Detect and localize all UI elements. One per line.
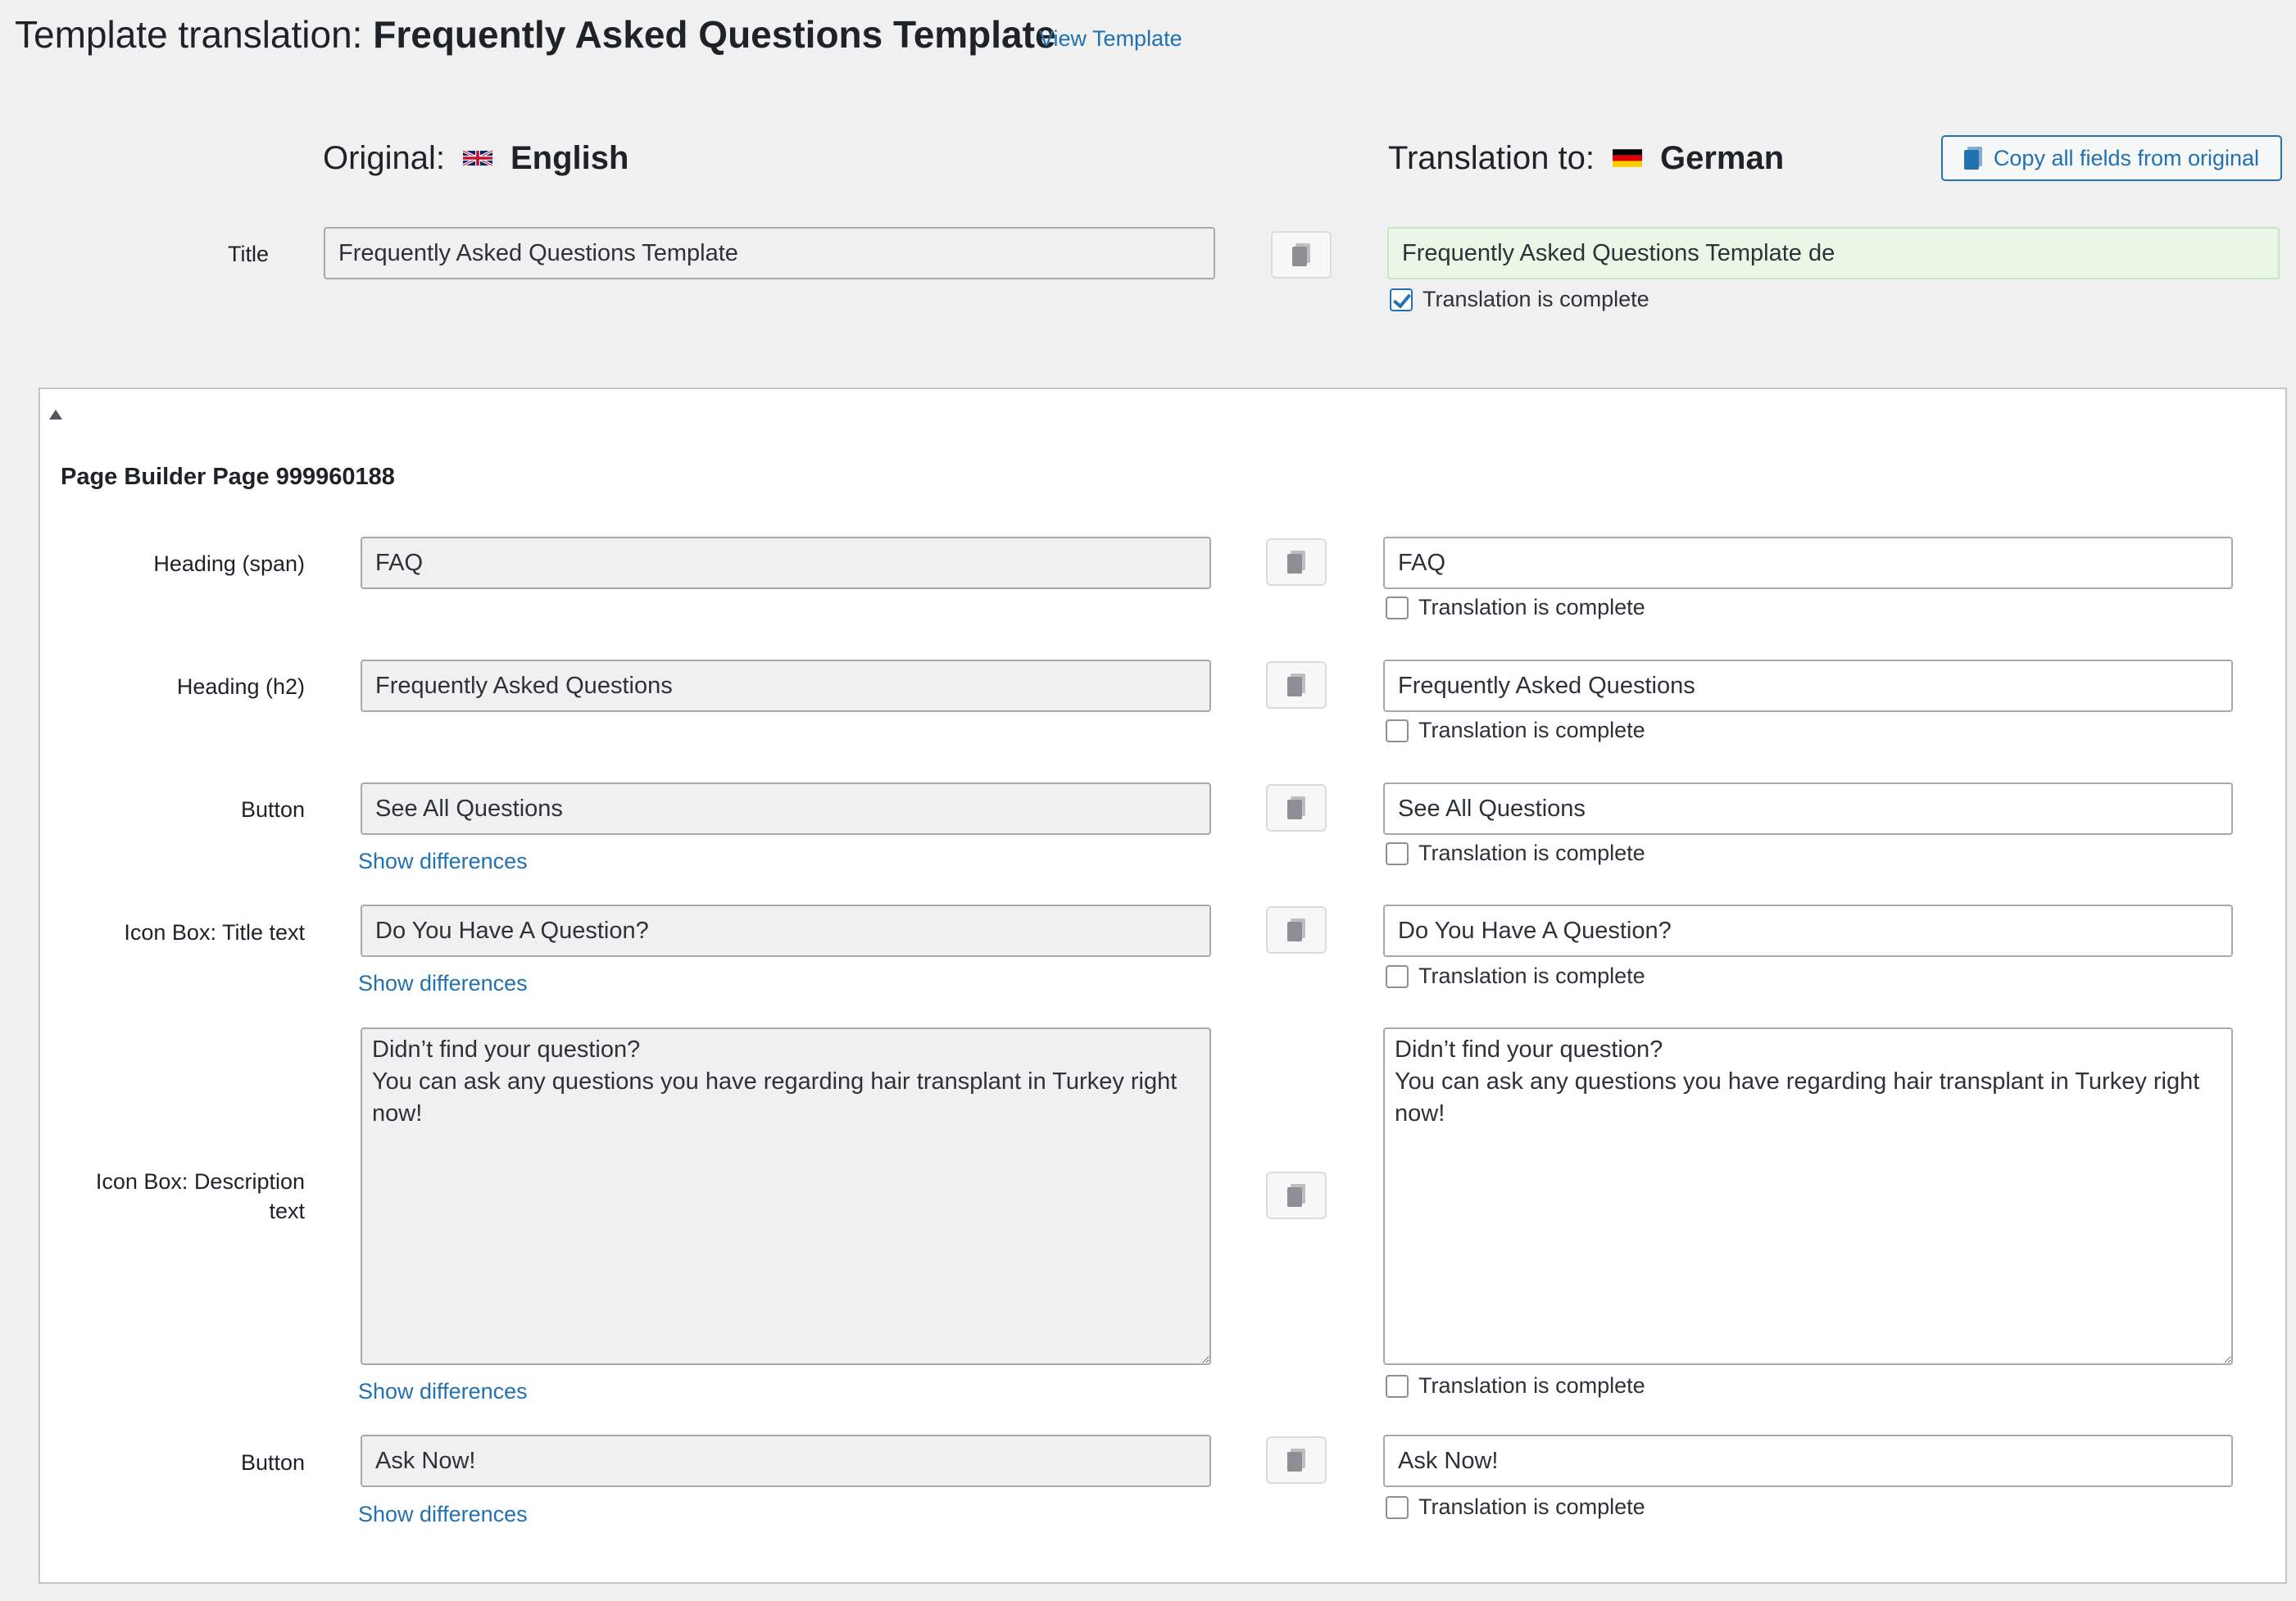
original-field: Frequently Asked Questions: [361, 660, 1211, 712]
complete-checkbox[interactable]: [1386, 964, 1645, 989]
copy-field-button[interactable]: [1266, 661, 1327, 709]
original-field: Ask Now!: [361, 1435, 1211, 1487]
page-title: [15, 11, 1056, 57]
copy-field-button[interactable]: [1266, 906, 1327, 954]
checkbox[interactable]: [1386, 965, 1409, 988]
checkbox[interactable]: [1386, 596, 1409, 619]
translation-language: German: [1659, 140, 1785, 176]
complete-checkbox[interactable]: [1386, 1494, 1645, 1520]
complete-label: Translation is complete: [1418, 964, 1645, 988]
show-differences-link[interactable]: Show differences: [358, 971, 528, 996]
copy-icon: [1287, 1184, 1305, 1207]
complete-label: Translation is complete: [1423, 287, 1649, 311]
show-differences-link[interactable]: Show differences: [358, 849, 528, 873]
checkbox-checked[interactable]: [1390, 288, 1413, 311]
page-title-prefix: Template translation:: [15, 13, 374, 56]
translation-input[interactable]: [1383, 660, 2233, 712]
complete-label: Translation is complete: [1418, 718, 1645, 742]
original-label: Original:: [323, 140, 445, 176]
show-differences-link[interactable]: Show differences: [358, 1379, 528, 1404]
complete-checkbox[interactable]: [1386, 841, 1645, 866]
triangle-up-icon[interactable]: [49, 410, 62, 420]
field-label: Button: [240, 1450, 305, 1475]
title-original-field: Frequently Asked Questions Template: [324, 227, 1215, 279]
checkbox[interactable]: [1386, 1496, 1409, 1519]
original-field: FAQ: [361, 537, 1211, 589]
copy-icon: [1964, 147, 1982, 170]
complete-label: Translation is complete: [1418, 841, 1645, 865]
title-label: Title: [227, 242, 269, 266]
original-language-heading: [323, 138, 628, 179]
copy-field-button[interactable]: [1266, 538, 1327, 586]
checkbox[interactable]: [1386, 719, 1409, 742]
copy-icon: [1287, 551, 1305, 574]
field-label: Button: [240, 797, 305, 822]
original-textarea: [361, 1027, 1211, 1365]
complete-label: Translation is complete: [1418, 1373, 1645, 1398]
copy-field-button[interactable]: [1266, 784, 1327, 832]
field-label: Icon Box: Title text: [124, 920, 305, 945]
copy-field-button[interactable]: [1266, 1436, 1327, 1484]
copy-all-label: Copy all fields from original: [1993, 145, 2260, 170]
copy-icon: [1292, 243, 1310, 266]
field-label: Icon Box: Description text: [95, 1169, 305, 1223]
section-title: Page Builder Page 999960188: [61, 464, 395, 490]
translation-textarea[interactable]: [1383, 1027, 2233, 1365]
title-complete-checkbox[interactable]: [1390, 287, 1649, 312]
field-label: Heading (span): [153, 551, 305, 576]
checkbox[interactable]: [1386, 1375, 1409, 1398]
title-translation-input[interactable]: [1387, 227, 2280, 279]
field-label: Heading (h2): [176, 674, 305, 699]
germany-flag-icon: [1613, 147, 1642, 169]
original-field: Do You Have A Question?: [361, 905, 1211, 957]
translation-input[interactable]: [1383, 782, 2233, 835]
translation-language-heading: [1388, 138, 1784, 179]
original-language: English: [510, 140, 629, 176]
uk-flag-icon: [463, 147, 492, 169]
translation-input[interactable]: [1383, 1435, 2233, 1487]
copy-icon: [1287, 796, 1305, 819]
original-field: See All Questions: [361, 782, 1211, 835]
complete-label: Translation is complete: [1418, 1494, 1645, 1519]
translation-input[interactable]: [1383, 537, 2233, 589]
show-differences-link[interactable]: Show differences: [358, 1502, 528, 1526]
copy-title-button[interactable]: [1271, 231, 1332, 279]
page-title-name: Frequently Asked Questions Template: [373, 13, 1056, 56]
copy-icon: [1287, 918, 1305, 941]
checkbox[interactable]: [1386, 842, 1409, 865]
translation-label: Translation to:: [1388, 140, 1595, 176]
complete-checkbox[interactable]: [1386, 1373, 1645, 1399]
copy-icon: [1287, 1449, 1305, 1472]
complete-label: Translation is complete: [1418, 595, 1645, 619]
copy-field-button[interactable]: [1266, 1172, 1327, 1219]
copy-icon: [1287, 674, 1305, 696]
view-template-link[interactable]: View Template: [1039, 26, 1182, 51]
complete-checkbox[interactable]: [1386, 718, 1645, 743]
copy-all-fields-button[interactable]: [1941, 135, 2282, 181]
translation-input[interactable]: [1383, 905, 2233, 957]
complete-checkbox[interactable]: [1386, 595, 1645, 620]
